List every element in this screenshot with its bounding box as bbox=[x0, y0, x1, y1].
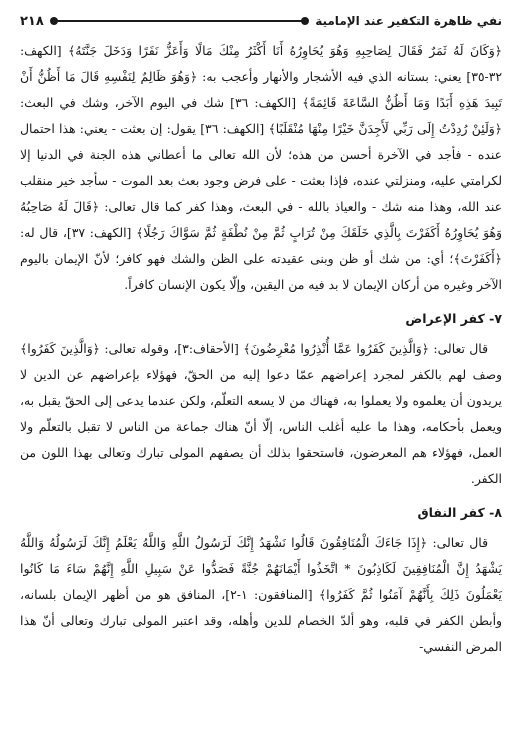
running-title: نفي ظاهرة التكفير عند الإمامية bbox=[315, 14, 502, 28]
header-rule-dot-left bbox=[50, 17, 58, 25]
page-number: ٢١٨ bbox=[20, 13, 44, 29]
page-body bbox=[20, 38, 502, 660]
section-heading-8: ٨- كفر النفاق bbox=[417, 505, 502, 520]
header-rule-dot-right bbox=[301, 17, 309, 25]
paragraph-section-7: قال تعالى: ﴿وَالَّذِينَ كَفَرُوا عَمَّا أُنْذِرُوا مُعْرِضُونَ﴾ [الأحقاف:٣]، وقوله تعالى: ﴿وَالَّذِينَ كَفَرُوا﴾ وصف لهم بالكفر لمجرد إعراضهم عمّا دعوا إليه من الحقّ، فهؤلاء بإعراضهم عن الدين لا يريدون أن يعلموه ولا يعملوا به، فهناك من لا يسعه التعلّم، ولكن عندما يدعى إلى الحقّ يقبل به، ويعمل بأحكامه، وهذا ما عليه أغلب الناس، إلّا أنّ هناك جماعة من الناس لا تقبل بالتعلّم ولا العمل، فهؤلاء هم المعرضون، فاستحقوا بذلك أن يصفهم المولى تبارك وتعالى بهذا اللون من الكفر. bbox=[20, 341, 502, 486]
paragraph-section-8: قال تعالى: ﴿إِذَا جَاءَكَ الْمُنَافِقُونَ قَالُوا نَشْهَدُ إِنَّكَ لَرَسُولُ اللَّهِ وَاللَّهُ يَعْلَمُ إِنَّكَ لَرَسُولُهُ وَاللَّهُ يَشْهَدُ إِنَّ الْمُنَافِقِينَ لَكَاذِبُونَ * اتَّخَذُوا أَيْمَانَهُمْ جُنَّةً فَصَدُّوا عَنْ سَبِيلِ اللَّهِ إِنَّهُمْ سَاءَ مَا كَانُوا يَعْمَلُونَ ذَلِكَ بِأَنَّهُمْ آمَنُوا ثُمَّ كَفَرُوا﴾ [المنافقون: ١-٢]، المنافق هو من أظهر الإيمان بلسانه، وأبطن الكفر في قلبه، وهو ألدّ الخصام للدين وأهله، وقد اعتبر المولى تبارك وتعالى أنّ هذا المرض النفسي- bbox=[20, 535, 502, 654]
page-header bbox=[20, 8, 502, 34]
header-rule bbox=[52, 20, 307, 22]
paragraph-kahf-story: ﴿وَكَانَ لَهُ ثَمَرٌ فَقَالَ لِصَاحِبِهِ وَهُوَ يُحَاوِرُهُ أَنَا أَكْثَرُ مِنْكَ مَالًا وَأَعَزُّ نَفَرًا وَدَخَلَ جَنَّتَهُ﴾ [الكهف: ٣٢-٣٥] يعني: بستانه الذي فيه الأشجار والأنهار وأعجب به: ﴿وَهُوَ ظَالِمٌ لِنَفْسِهِ قَالَ مَا أَظُنُّ أَنْ تَبِيدَ هَذِهِ أَبَدًا وَمَا أَظُنُّ السَّاعَةَ قَائِمَةً﴾ [الكهف: ٣٦] شك في اليوم الآخر، وشك في البعث: ﴿وَلَئِنْ رُدِدْتُ إِلَى رَبِّي لَأَجِدَنَّ خَيْرًا مِنْهَا مُنْقَلَبًا﴾ [الكهف: ٣٦] يقول: إن بعثت - يعني: هذا احتمال عنده - فأجد في الآخرة أحسن من هذه؛ لأن الله تعالى ما أعطاني هذه الجنة في الدنيا إلا لكرامتي عليه، ومنزلتي عنده، فإذا بعثت - على فرض وجود بعث بعد الموت - سأجد خير منقلب عند الله، وهذا منه شك - والعياذ بالله - في البعث، وهذا كفر كما قال تعالى: ﴿قَالَ لَهُ صَاحِبُهُ وَهُوَ يُحَاوِرُهُ أَكَفَرْتَ بِالَّذِي خَلَقَكَ مِنْ تُرَابٍ ثُمَّ مِنْ نُطْفَةٍ ثُمَّ سَوَّاكَ رَجُلًا﴾ [الكهف: ٣٧]، قال له: ﴿أَكَفَرْتَ﴾؛ أي: من شك أو ظن وبنى عقيدته على الظن والشك فهو كافر؛ لأنّ الإيمان باليوم الآخر وغيره من أركان الإيمان لا بد فيه من اليقين، وإلّا يكون الإنسان كافراً. bbox=[20, 43, 502, 292]
section-heading-7: ٧- كفر الإعراض bbox=[405, 311, 502, 326]
